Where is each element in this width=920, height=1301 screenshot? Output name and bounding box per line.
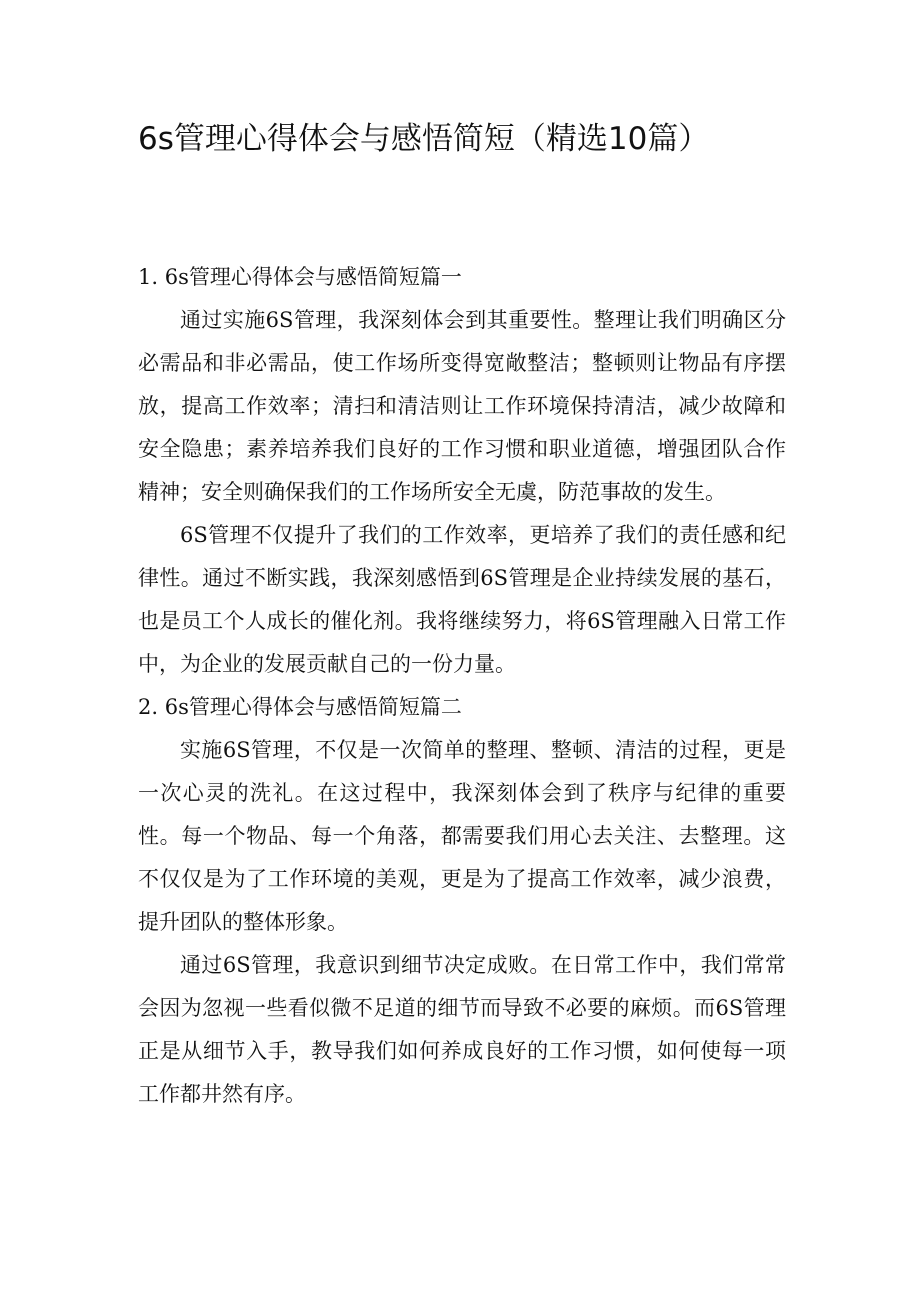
paragraph: 实施6S管理，不仅是一次简单的整理、整顿、清洁的过程，更是一次心灵的洗礼。在这过程中，我深刻体会到了秩序与纪律的重要性。每一个物品、每一个角落，都需要我们用心去关注、去整理。这不仅仅是为了工作环境的美观，更是为了提高工作效率，减少浪费，提升团队的整体形象。 — [138, 738, 786, 934]
section-2 — [138, 686, 786, 1116]
section-1 — [138, 256, 786, 686]
section-heading: 2. 6s管理心得体会与感悟简短篇二 — [138, 695, 462, 719]
document-title: 6s管理心得体会与感悟简短（精选10篇） — [138, 121, 710, 157]
paragraph: 通过实施6S管理，我深刻体会到其重要性。整理让我们明确区分必需品和非必需品，使工作场所变得宽敞整洁；整顿则让物品有序摆放，提高工作效率；清扫和清洁则让工作环境保持清洁，减少故障和安全隐患；素养培养我们良好的工作习惯和职业道德，增强团队合作精神；安全则确保我们的工作场所安全无虞，防范事故的发生。 — [138, 308, 786, 504]
document-body — [138, 256, 786, 1116]
paragraph: 6S管理不仅提升了我们的工作效率，更培养了我们的责任感和纪律性。通过不断实践，我深刻感悟到6S管理是企业持续发展的基石，也是员工个人成长的催化剂。我将继续努力，将6S管理融入日常工作中，为企业的发展贡献自己的一份力量。 — [138, 523, 786, 676]
section-heading: 1. 6s管理心得体会与感悟简短篇一 — [138, 265, 462, 289]
paragraph: 通过6S管理，我意识到细节决定成败。在日常工作中，我们常常会因为忽视一些看似微不足道的细节而导致不必要的麻烦。而6S管理正是从细节入手，教导我们如何养成良好的工作习惯，如何使每一项工作都井然有序。 — [138, 953, 786, 1106]
